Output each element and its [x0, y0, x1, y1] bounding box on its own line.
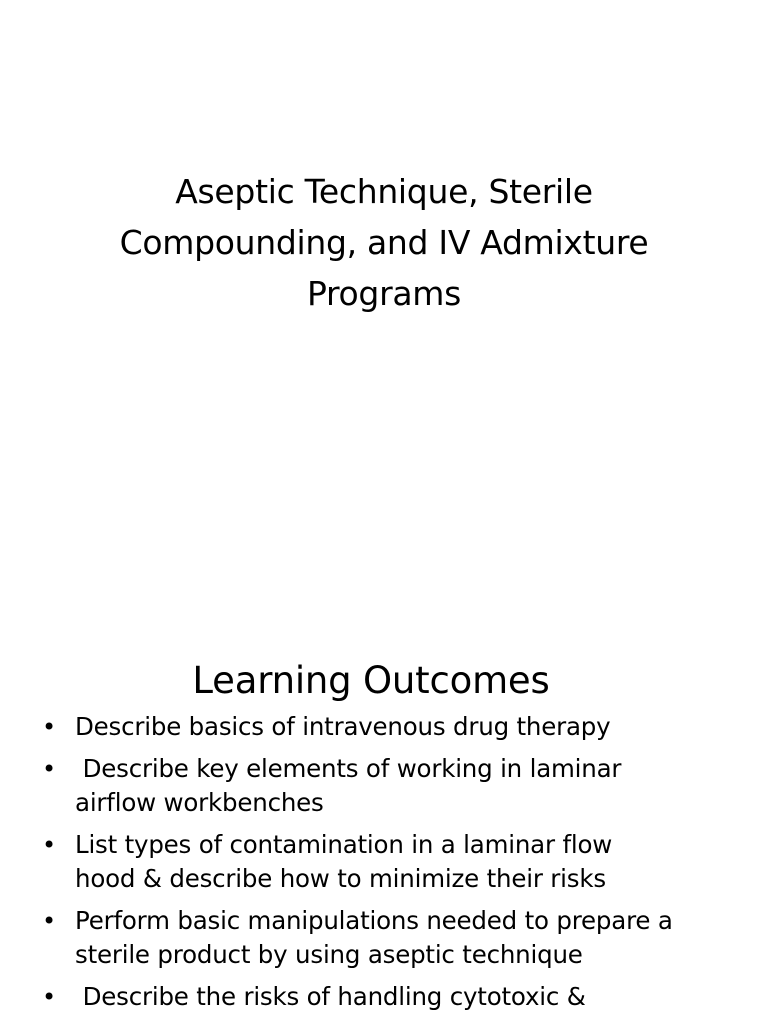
list-item-text: hood & describe how to minimize their risks — [75, 864, 606, 893]
bullet-icon: • — [42, 907, 56, 935]
list-item — [0, 752, 768, 820]
list-item — [0, 904, 768, 972]
bullet-icon: • — [42, 713, 56, 741]
list-item — [0, 710, 768, 744]
list-item-text: Perform basic manipulations needed to prepare a — [75, 906, 673, 935]
presentation-title — [0, 166, 768, 319]
outcomes-list — [0, 710, 768, 1022]
list-item-text: List types of contamination in a laminar flow — [75, 830, 613, 859]
learning-outcomes-slide — [0, 590, 768, 1024]
title-line: Aseptic Technique, Sterile — [175, 172, 593, 211]
slide-title: Learning Outcomes — [192, 659, 550, 702]
list-item-text: airflow workbenches — [75, 788, 324, 817]
bullet-icon: • — [42, 983, 56, 1011]
list-item-text: Describe basics of intravenous drug therapy — [75, 712, 611, 741]
list-item-text: Describe the risks of handling cytotoxic & — [75, 982, 586, 1011]
list-item — [0, 828, 768, 896]
bullet-icon: • — [42, 755, 56, 783]
list-item — [0, 980, 768, 1014]
title-line: Programs — [306, 274, 462, 313]
title-line: Compounding, and IV Admixture — [119, 223, 649, 262]
list-item-text: sterile product by using aseptic technique — [75, 940, 583, 969]
list-item-text: Describe key elements of working in laminar — [75, 754, 622, 783]
bullet-icon: • — [42, 831, 56, 859]
